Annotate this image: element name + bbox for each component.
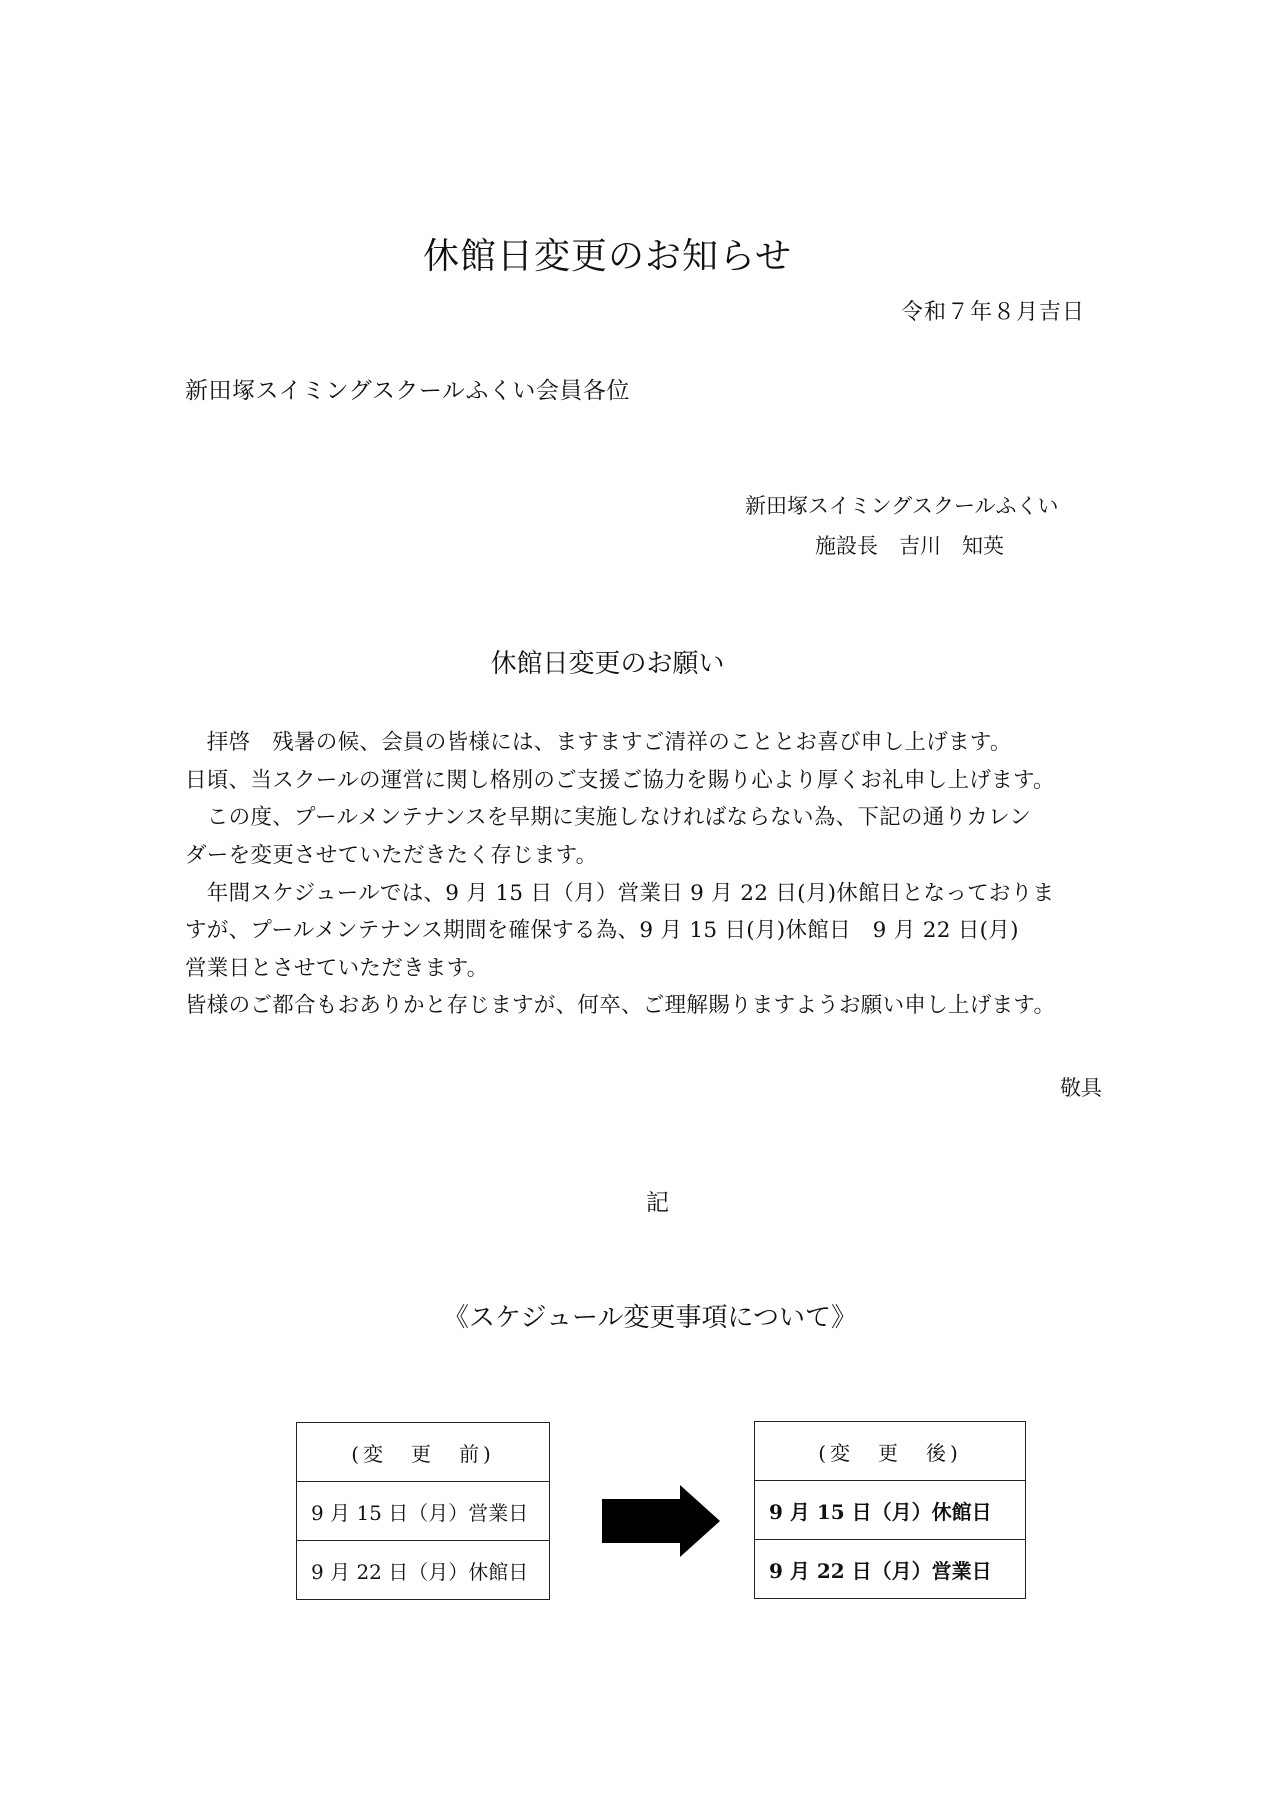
closing-remark: 敬具 [1060, 1076, 1102, 1100]
body-line: ダーを変更させていただきたく存じます。 [185, 843, 598, 868]
sender-organization: 新田塚スイミングスクールふくい [745, 494, 1059, 518]
body-line: 営業日とさせていただきます。 [185, 956, 489, 981]
subtitle: 休館日変更のお願い [490, 649, 725, 679]
ki-heading: 記 [646, 1190, 669, 1216]
before-row: 9 月 15 日（月）営業日 [297, 1482, 550, 1541]
body-line: この度、プールメンテナンスを早期に実施しなければならない為、下記の通りカレン [185, 805, 1032, 830]
section-title: 《スケジュール変更事項について》 [443, 1303, 857, 1333]
body-line: 皆様のご都合もおありかと存じますが、何卒、ご理解賜りますようお願い申し上げます。 [185, 993, 1056, 1018]
body-line: すが、プールメンテナンス期間を確保する為、9 月 15 日(月)休館日 9 月 22 日(月) [185, 918, 1019, 943]
schedule-after-table [754, 1421, 1026, 1599]
schedule-before-table [296, 1422, 550, 1600]
issue-date: 令和７年８月吉日 [900, 300, 1085, 325]
after-row: 9 月 22 日（月）営業日 [755, 1540, 1026, 1599]
right-arrow-icon [602, 1485, 720, 1557]
after-header: (変 更 後) [755, 1422, 1026, 1481]
body-line: 年間スケジュールでは、9 月 15 日（月）営業日 9 月 22 日(月)休館日となっておりま [185, 881, 1055, 906]
page-title: 休館日変更のお知らせ [423, 236, 792, 277]
recipient: 新田塚スイミングスクールふくい会員各位 [185, 378, 630, 404]
body-line: 拝啓 残暑の候、会員の皆様には、ますますご清祥のこととお喜び申し上げます。 [185, 730, 1012, 755]
before-header: (変 更 前) [297, 1423, 550, 1482]
sender-name: 施設長 吉川 知英 [815, 534, 1004, 558]
body-line: 日頃、当スクールの運営に関し格別のご支援ご協力を賜り心より厚くお礼申し上げます。 [185, 768, 1055, 793]
after-row: 9 月 15 日（月）休館日 [755, 1481, 1026, 1540]
before-row: 9 月 22 日（月）休館日 [297, 1541, 550, 1600]
